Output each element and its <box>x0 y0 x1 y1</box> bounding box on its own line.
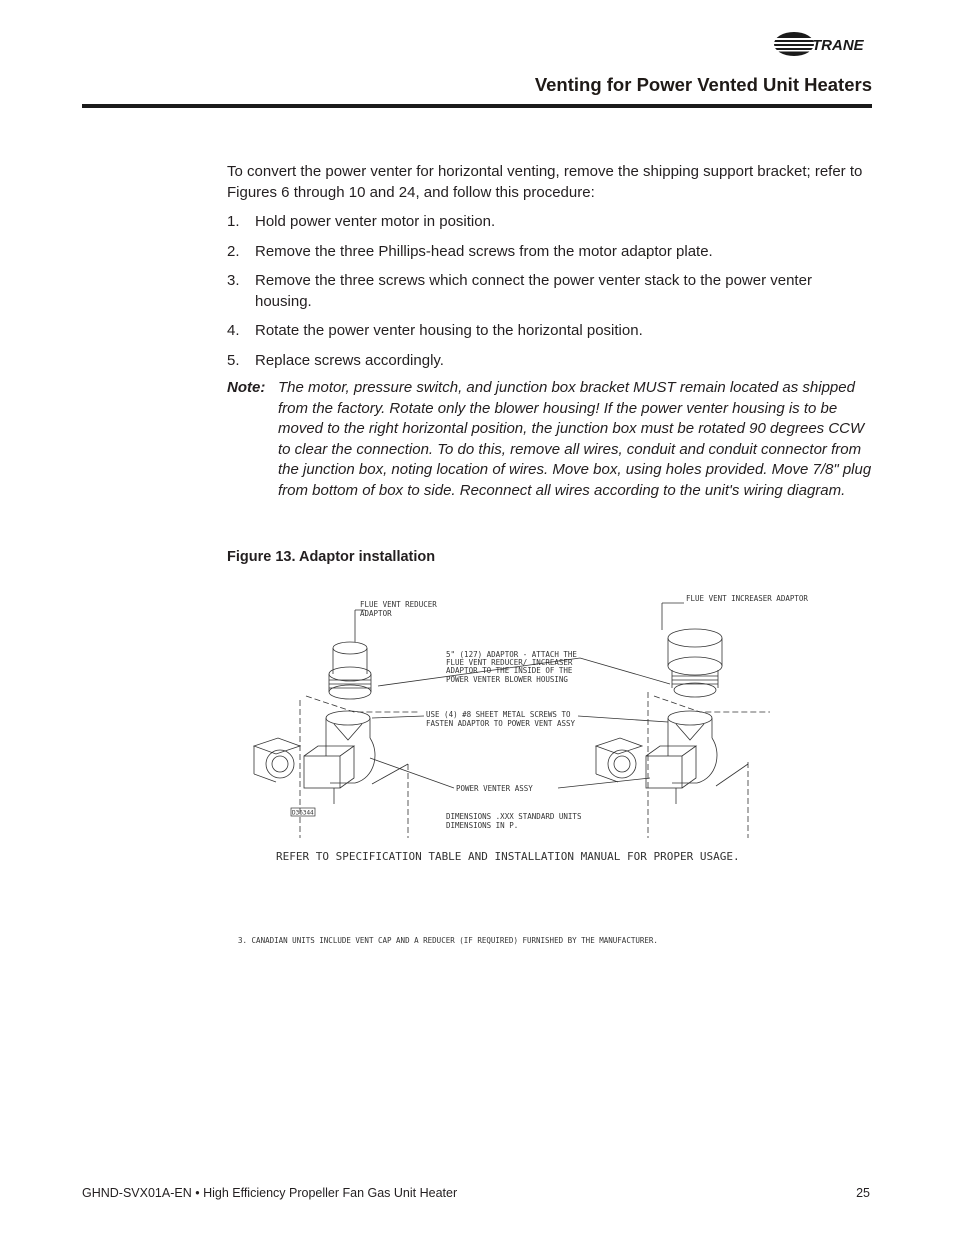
label-adaptor-line2: FLUE VENT REDUCER/ INCREASER <box>446 658 573 667</box>
label-dimensions-line2: DIMENSIONS IN P. <box>446 821 519 830</box>
note-text: The motor, pressure switch, and junction box bracket MUST remain located as shipped from the factory. Rotate only the blower housing! If the power venter housing is to be moved to the right horizontal position, the junction box must be rotated 90 degrees CCW to clear the connection. To do this, remove all wires, conduit and conduit connector from the junction box, noting location of wires. Move box, using holes provided. Move 7/8" plug from bottom of box to side. Reconnect all wires according to the unit's wiring diagram. <box>278 379 872 499</box>
header-rule <box>82 104 872 108</box>
adaptor-drawing <box>230 588 830 958</box>
step-text: Hold power venter motor in position. <box>255 213 496 230</box>
label-screws-line2: FASTEN ADAPTOR TO POWER VENT ASSY <box>426 719 576 728</box>
note-label: Note: <box>227 379 266 396</box>
section-title: Venting for Power Vented Unit Heaters <box>534 74 872 95</box>
footer-page-number: 25 <box>856 1186 870 1200</box>
step-item <box>227 351 872 372</box>
adaptor-installation-figure <box>230 588 830 958</box>
step-number: 1. <box>227 213 240 230</box>
intro-paragraph: To convert the power venter for horizontal venting, remove the shipping support bracket; refer to Figures 6 through 10 and 24, and follow this procedure: <box>227 163 863 201</box>
drawing-id: D36344 <box>292 809 314 817</box>
label-reducer-line1: FLUE VENT REDUCER <box>360 600 437 609</box>
label-increaser: FLUE VENT INCREASER ADAPTOR <box>686 594 808 603</box>
label-screws-line1: USE (4) #8 SHEET METAL SCREWS TO <box>426 710 571 719</box>
main-content <box>227 162 872 501</box>
increaser-adaptor-drawing <box>668 629 722 697</box>
procedure-steps <box>227 212 872 371</box>
note <box>227 378 872 501</box>
label-canadian-note: 3. CANADIAN UNITS INCLUDE VENT CAP AND A REDUCER (IF REQUIRED) FURNISHED BY THE MANUFACTURER. <box>238 936 658 945</box>
label-power-venter-assy: POWER VENTER ASSY <box>456 784 533 793</box>
label-adaptor-line1: 5" (127) ADAPTOR - ATTACH THE <box>446 650 577 659</box>
step-number: 5. <box>227 351 240 369</box>
step-number: 3. <box>227 272 240 289</box>
label-adaptor-line3: ADAPTOR TO THE INSIDE OF THE <box>446 666 573 675</box>
reducer-adaptor-drawing <box>329 642 371 699</box>
label-adaptor-line4: POWER VENTER BLOWER HOUSING <box>446 675 568 684</box>
step-text: Replace screws accordingly. <box>255 351 444 369</box>
step-text: Remove the three Phillips-head screws from the motor adaptor plate. <box>255 242 713 260</box>
step-text: Rotate the power venter housing to the horizontal position. <box>255 322 643 339</box>
label-reducer-line2: ADAPTOR <box>360 609 392 618</box>
step-number: 2. <box>227 242 240 260</box>
footer-document-id: GHND-SVX01A-EN • High Efficiency Propeller Fan Gas Unit Heater <box>82 1186 458 1200</box>
label-dimensions-line1: DIMENSIONS .XXX STANDARD UNITS <box>446 812 582 821</box>
step-item <box>227 321 872 342</box>
step-item <box>227 212 872 233</box>
figure-caption: Figure 13. Adaptor installation <box>227 549 436 565</box>
step-item <box>227 271 872 312</box>
brand-name: TRANE <box>812 37 864 54</box>
step-text: Remove the three screws which connect the power venter stack to the power venter housing. <box>255 272 812 310</box>
step-item <box>227 242 872 263</box>
step-number: 4. <box>227 322 240 339</box>
right-power-venter-drawing <box>596 692 770 838</box>
label-refer-spec: REFER TO SPECIFICATION TABLE AND INSTALLATION MANUAL FOR PROPER USAGE. <box>276 850 740 863</box>
trane-logo <box>772 28 876 62</box>
